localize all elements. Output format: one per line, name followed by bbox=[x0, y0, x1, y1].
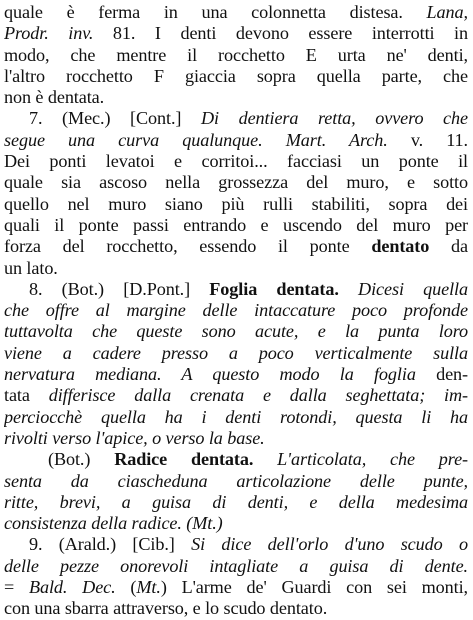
italic-text: viene a cadere presso a poco verticalmente sulla bbox=[4, 342, 468, 363]
italic-text: tuttavolta che queste sono acute, e la punta loro bbox=[4, 321, 468, 342]
text-segment: con una sbarra attraverso, e lo scudo dentato. bbox=[4, 598, 328, 619]
italic-text: Mt. bbox=[136, 577, 161, 598]
italic-text: Prodr. inv. bbox=[4, 23, 94, 44]
text-line bbox=[4, 258, 468, 279]
text-line bbox=[4, 577, 468, 598]
text-line bbox=[4, 598, 468, 619]
text-line bbox=[4, 87, 468, 108]
text-segment: un lato. bbox=[4, 257, 58, 278]
italic-text: perciocchè quella ha i denti rotondi, questa li ha bbox=[4, 406, 468, 427]
italic-text: Di dentiera retta, ovvero che bbox=[200, 108, 468, 129]
italic-text: differisce dalla crenata e dalla seghettata; im- bbox=[29, 385, 468, 406]
text-segment: quale è ferma in una colonnetta distesa. bbox=[4, 2, 427, 22]
italic-text: rivolti verso l'apice, o verso la base. bbox=[4, 427, 265, 448]
text-line bbox=[4, 343, 468, 364]
text-line bbox=[4, 407, 468, 428]
text-line bbox=[4, 449, 468, 470]
text-segment: 9. (Arald.) [Cib.] bbox=[29, 534, 192, 555]
text-line bbox=[4, 172, 468, 193]
text-segment: den- bbox=[436, 364, 468, 385]
text-line bbox=[4, 279, 468, 300]
italic-text: delle pezze onorevoli intagliate a guisa di dente. bbox=[4, 555, 468, 576]
text-line bbox=[4, 556, 468, 577]
text-segment: tata bbox=[4, 385, 30, 406]
text-line bbox=[4, 194, 468, 215]
text-segment: quali il ponte passi entrando e uscendo del muro per bbox=[4, 214, 468, 235]
text-line bbox=[4, 215, 468, 236]
text-segment: 81. I denti devono essere interrotti in bbox=[93, 23, 468, 44]
italic-text: Bald. Dec. bbox=[28, 577, 116, 598]
italic-text: L'articolata, che pre- bbox=[277, 449, 468, 470]
text-segment: l'altro rocchetto F giaccia sopra quella parte, che bbox=[4, 65, 468, 86]
text-segment bbox=[339, 279, 358, 299]
text-line bbox=[4, 236, 468, 257]
italic-text: Dicesi quella bbox=[358, 278, 468, 299]
italic-text: segue una curva qualunque. Mart. Arch. bbox=[4, 129, 388, 150]
text-line bbox=[4, 151, 468, 172]
text-segment bbox=[253, 449, 277, 469]
text-segment: da bbox=[429, 236, 468, 257]
text-segment: ( bbox=[115, 577, 137, 598]
text-line bbox=[4, 130, 468, 151]
italic-text: ritte, brevi, a guisa di denti, e della medesima bbox=[4, 491, 468, 512]
text-segment: (Bot.) bbox=[48, 449, 115, 470]
italic-text: Lana, bbox=[426, 2, 468, 22]
text-line bbox=[4, 364, 468, 385]
text-segment: v. 11. bbox=[387, 129, 468, 150]
text-line bbox=[4, 492, 468, 513]
text-line bbox=[4, 471, 468, 492]
text-line bbox=[4, 385, 468, 406]
italic-text: nervatura mediana. A questo modo la foglia bbox=[4, 364, 437, 385]
text-segment: quale sia ascoso nella grossezza del muro, e sotto bbox=[4, 172, 468, 193]
text-segment: = bbox=[4, 577, 29, 598]
text-line bbox=[4, 513, 468, 534]
text-segment: forza del rocchetto, essendo il ponte bbox=[4, 236, 372, 257]
italic-text: che offre al margine delle intaccature poco profonde bbox=[4, 300, 468, 321]
text-segment: 7. (Mec.) [Cont.] bbox=[29, 108, 201, 129]
text-line bbox=[4, 300, 468, 321]
text-line bbox=[4, 534, 468, 555]
italic-text: consistenza della radice. (Mt.) bbox=[4, 513, 223, 534]
text-line bbox=[4, 23, 468, 44]
bold-term: dentato bbox=[371, 236, 430, 257]
bold-term: Foglia dentata. bbox=[209, 278, 339, 299]
text-segment: modo, che mentre il rocchetto E urta ne' denti, bbox=[4, 44, 468, 65]
text-line bbox=[4, 108, 468, 129]
text-segment: 8. (Bot.) [D.Pont.] bbox=[29, 278, 210, 299]
text-line bbox=[4, 66, 468, 87]
text-line bbox=[4, 45, 468, 66]
text-segment: quello nel muro siano più rulli stabiliti, sopra dei bbox=[4, 193, 468, 214]
italic-text: senta da ciascheduna articolazione delle punte, bbox=[4, 470, 468, 491]
italic-text: Si dice dell'orlo d'uno scudo o bbox=[191, 534, 468, 555]
dictionary-page bbox=[4, 2, 468, 620]
bold-term: Radice dentata. bbox=[114, 449, 254, 470]
text-segment: non è dentata. bbox=[4, 87, 105, 108]
text-segment: ) L'arme de' Guardi con sei monti, bbox=[160, 577, 468, 598]
text-segment: Dei ponti levatoi e corritoi... facciasi un ponte il bbox=[4, 151, 468, 172]
text-line bbox=[4, 428, 468, 449]
text-line bbox=[4, 321, 468, 342]
text-line bbox=[4, 2, 468, 23]
